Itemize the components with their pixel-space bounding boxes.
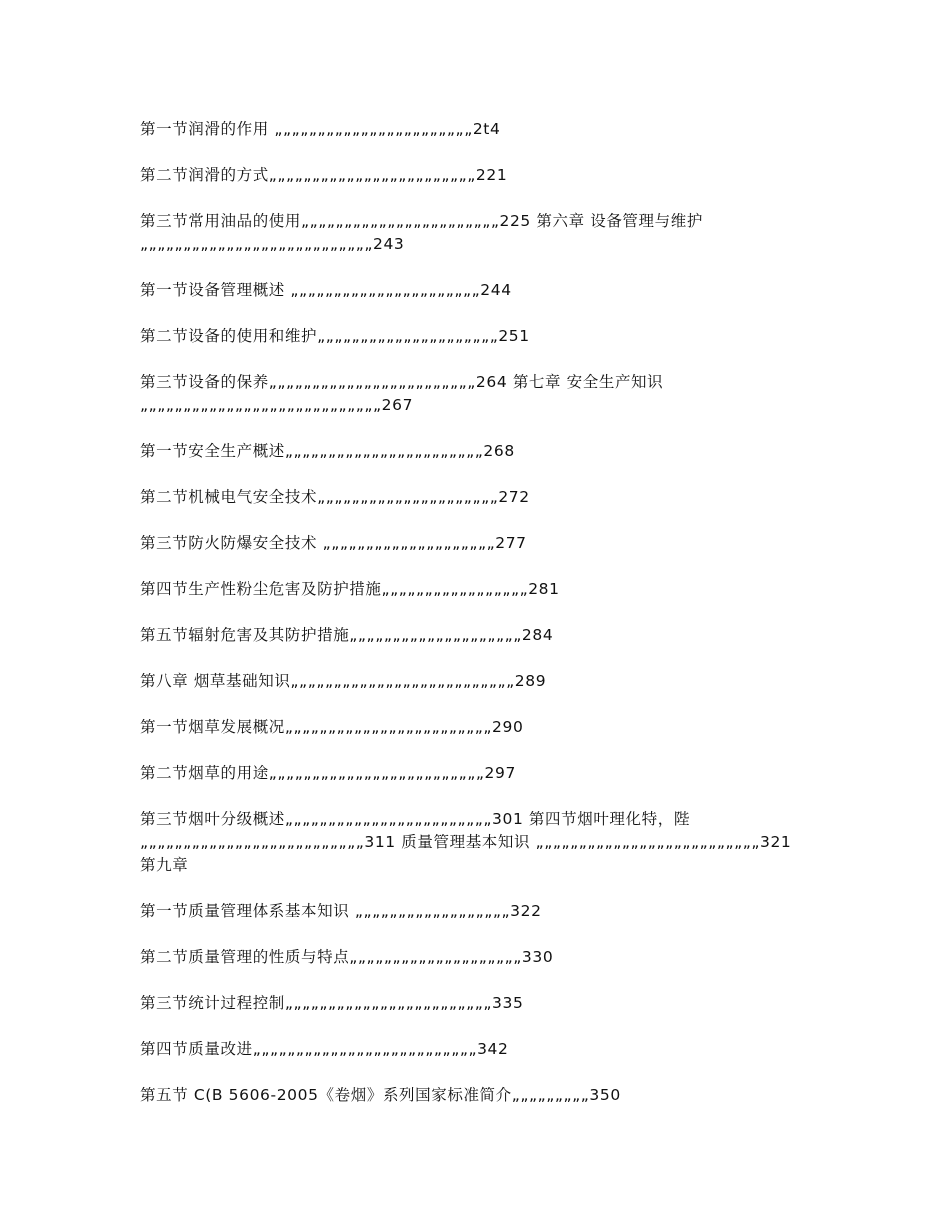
toc-entry: 第二节质量管理的性质与特点„„„„„„„„„„„„„„„„„„„„330 — [140, 948, 554, 966]
toc-entry: 第三节设备的保养„„„„„„„„„„„„„„„„„„„„„„„„264 第七章 安全生产知识„„„„„„„„„„„„„„„„„„„„„„„„„„„„267 — [140, 373, 664, 414]
toc-entry: 第四节生产性粉尘危害及防护措施„„„„„„„„„„„„„„„„„281 — [140, 580, 560, 598]
toc-entry: 第一节烟草发展概况„„„„„„„„„„„„„„„„„„„„„„„„290 — [140, 718, 524, 736]
toc-entry: 第二节润滑的方式„„„„„„„„„„„„„„„„„„„„„„„„221 — [140, 166, 508, 184]
toc-entry: 第一节质量管理体系基本知识 „„„„„„„„„„„„„„„„„„322 — [140, 902, 542, 920]
toc-entry: 第五节辐射危害及其防护措施„„„„„„„„„„„„„„„„„„„„284 — [140, 626, 554, 644]
toc-entry: 第三节常用油品的使用„„„„„„„„„„„„„„„„„„„„„„„225 第六章 设备管理与维护„„„„„„„„„„„„„„„„„„„„„„„„„„„243 — [140, 212, 703, 253]
toc-entry: 第二节设备的使用和维护„„„„„„„„„„„„„„„„„„„„„251 — [140, 327, 530, 345]
toc-entry: 第二节机械电气安全技术„„„„„„„„„„„„„„„„„„„„„272 — [140, 488, 530, 506]
toc-entry: 第五节 C(B 5606-2005《卷烟》系列国家标准简介„„„„„„„„„350 — [140, 1086, 621, 1104]
toc-entry: 第八章 烟草基础知识„„„„„„„„„„„„„„„„„„„„„„„„„„289 — [140, 672, 547, 690]
toc-entry: 第一节安全生产概述„„„„„„„„„„„„„„„„„„„„„„„268 — [140, 442, 515, 460]
toc-entry: 第四节质量改进„„„„„„„„„„„„„„„„„„„„„„„„„„342 — [140, 1040, 509, 1058]
toc-entry: 第三节防火防爆安全技术 „„„„„„„„„„„„„„„„„„„„277 — [140, 534, 527, 552]
table-of-contents — [140, 118, 810, 1130]
toc-entry: 第一节设备管理概述 „„„„„„„„„„„„„„„„„„„„„„244 — [140, 281, 512, 299]
toc-entry: 第三节烟叶分级概述„„„„„„„„„„„„„„„„„„„„„„„„301 第四节烟叶理化特，陛„„„„„„„„„„„„„„„„„„„„„„„„„„311 质量管理基本知识 „„„„„„„„„„„„„„„„„„„„„„„„„„321 第九章 — [140, 810, 792, 874]
toc-entry: 第三节统计过程控制„„„„„„„„„„„„„„„„„„„„„„„„335 — [140, 994, 524, 1012]
toc-entry: 第一节润滑的作用 „„„„„„„„„„„„„„„„„„„„„„„2t4 — [140, 120, 501, 138]
toc-entry: 第二节烟草的用途„„„„„„„„„„„„„„„„„„„„„„„„„297 — [140, 764, 516, 782]
